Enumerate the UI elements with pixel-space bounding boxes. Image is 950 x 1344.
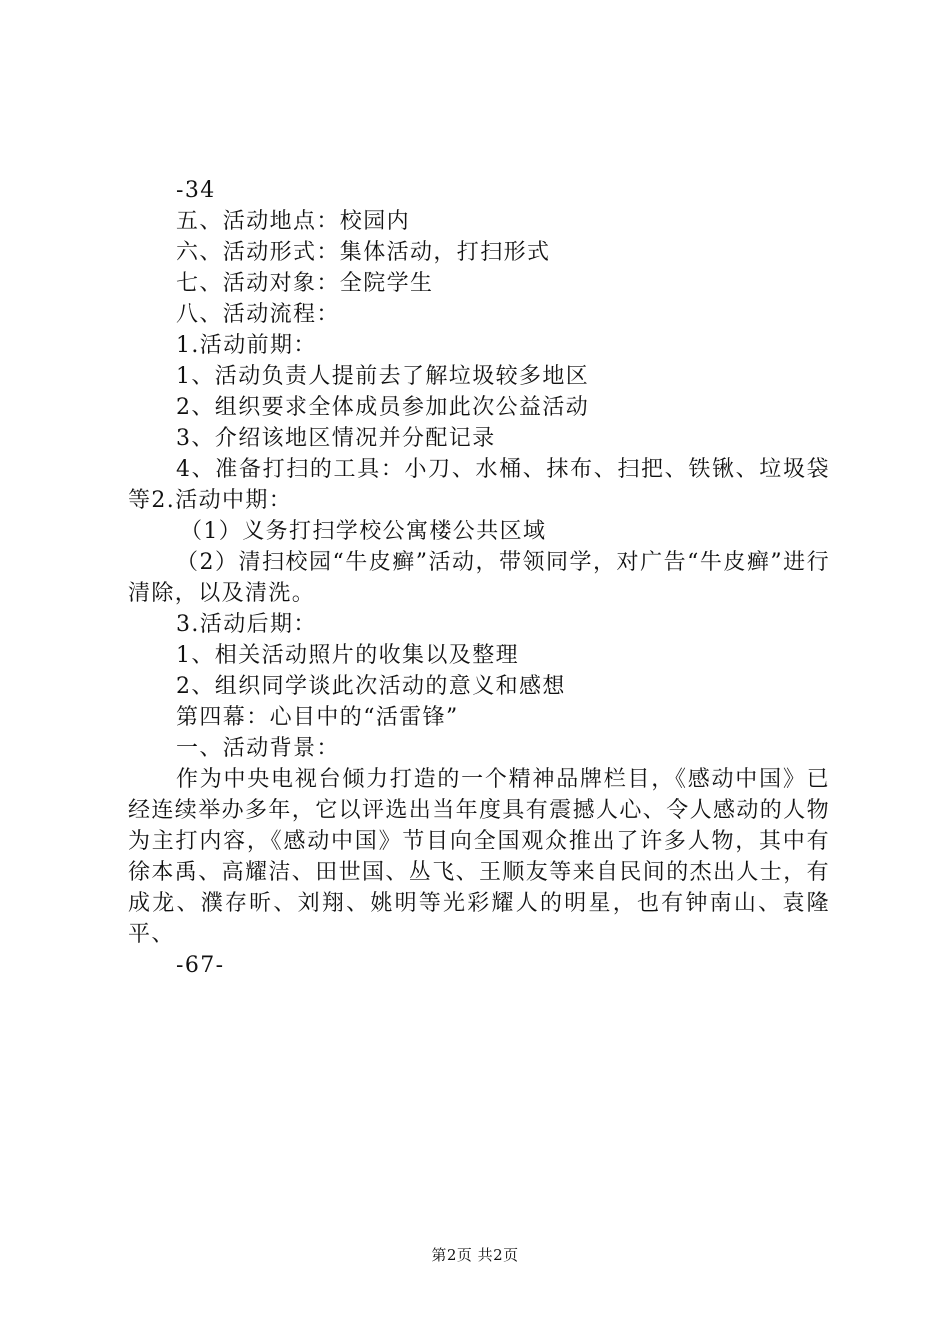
text-line-early-3: 3、介绍该地区情况并分配记录 (176, 426, 496, 451)
text-line-early-1: 1、活动负责人提前去了解垃圾较多地区 (176, 364, 590, 389)
paragraph-background: 作为中央电视台倾力打造的一个精神品牌栏目，《感动中国》已经连续举办多年，它以评选出当年度具有震撼人心、令人感动的人物为主打内容，《感动中国》节目向全国观众推出了许多人物，其中有徐本禹、高耀洁、田世国、丛飞、王顺友等来自民间的杰出人士，有成龙、濮存昕、刘翔、姚明等光彩耀人的明星，也有钟南山、袁隆平、 (128, 767, 831, 947)
text-line-early-2: 2、组织要求全体成员参加此次公益活动 (176, 395, 590, 420)
paragraph-mid-2: （2）清扫校园“牛皮癣”活动，带领同学，对广告“牛皮癣”进行清除，以及清洗。 (128, 550, 830, 606)
text-line-process: 八、活动流程： (176, 302, 340, 327)
section-heading-act-four: 第四幕：心目中的“活雷锋” (176, 705, 459, 730)
text-line-late-2: 2、组织同学谈此次活动的意义和感想 (176, 674, 566, 699)
text-line-target: 七、活动对象：全院学生 (176, 271, 434, 296)
text-line-background-heading: 一、活动背景： (176, 736, 340, 761)
page-marker-top: -34 (176, 178, 216, 203)
page-marker-bottom: -67- (176, 953, 225, 978)
text-line-early-stage: 1.活动前期： (176, 333, 317, 358)
text-line-form: 六、活动形式：集体活动，打扫形式 (176, 240, 551, 265)
document-body (128, 175, 830, 981)
text-line-late-stage: 3.活动后期： (176, 612, 317, 637)
text-line-late-1: 1、相关活动照片的收集以及整理 (176, 643, 519, 668)
paragraph-tools: 4、准备打扫的工具：小刀、水桶、抹布、扫把、铁锹、垃圾袋等2.活动中期： (128, 457, 830, 513)
text-line-mid-1: （1）义务打扫学校公寓楼公共区域 (180, 519, 547, 544)
page-footer: 第2页 共2页 (431, 1246, 519, 1264)
text-line-location: 五、活动地点：校园内 (176, 209, 411, 234)
